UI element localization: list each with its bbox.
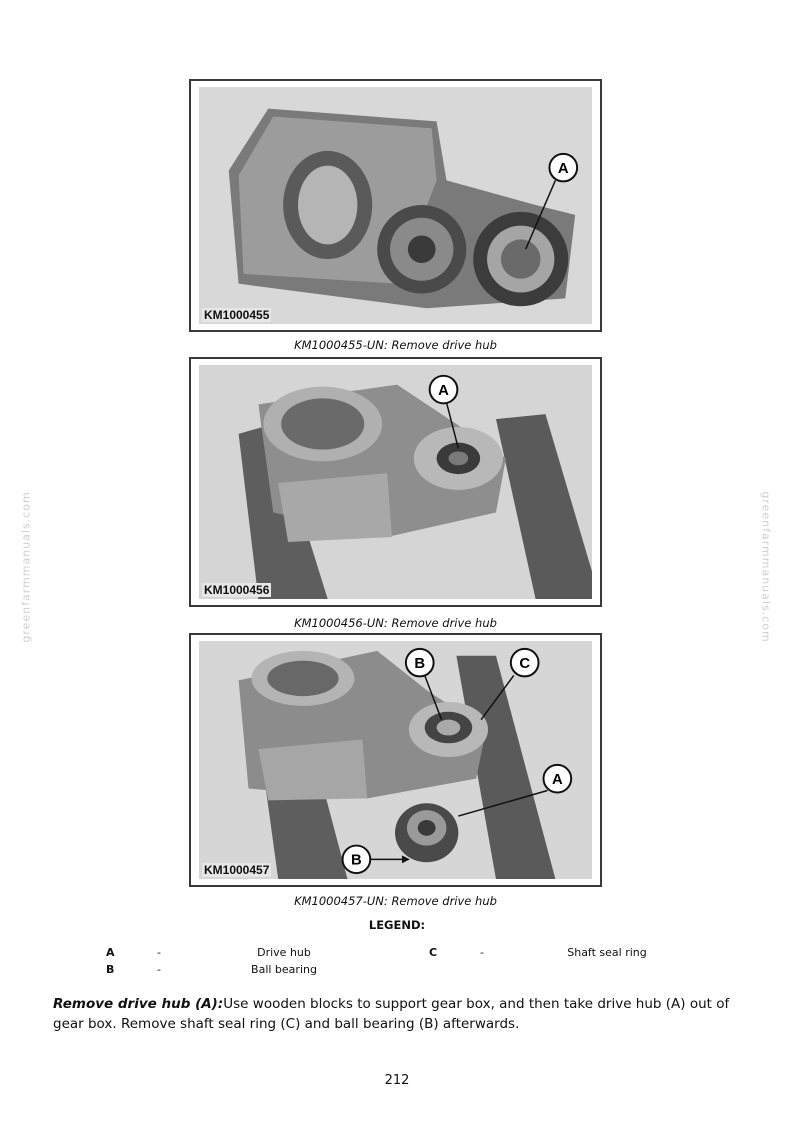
figure-3-photo <box>199 641 592 879</box>
instruction-text: Use wooden blocks to support gear box, and then take drive hub (A) out of gear box. Remove shaft seal ring (C) and ball bearing (B) afterwards. <box>53 996 730 1032</box>
figure-1-callout-a: A <box>557 161 569 178</box>
figure-3-callout-a: A <box>551 772 563 789</box>
instruction-paragraph <box>53 994 753 1034</box>
watermark-left: greenfarmmanuals.com <box>19 491 33 643</box>
legend-desc-a: Drive hub <box>257 946 311 959</box>
gearbox-parts-removed-photo <box>199 641 592 879</box>
figure-2-callout-a: A <box>438 383 449 399</box>
figure-1 <box>189 79 602 332</box>
legend-separator-a: - <box>157 946 161 959</box>
figure-3-callout-b-bottom: B <box>351 852 362 869</box>
figure-1-caption: KM1000455-UN: Remove drive hub <box>294 338 497 352</box>
legend-separator-c: - <box>480 946 484 959</box>
legend-letter-c: C <box>429 946 438 959</box>
legend-letter-a: A <box>106 946 115 959</box>
figure-1-photo <box>199 87 592 324</box>
figure-2 <box>189 357 602 607</box>
figure-3-callout-b-top: B <box>414 656 426 673</box>
figure-3 <box>189 633 602 887</box>
gearbox-on-blocks-photo <box>199 365 592 599</box>
figure-3-callout-c: C <box>519 656 531 673</box>
figure-2-id: KM1000456 <box>204 583 270 597</box>
instruction-lead: Remove drive hub (A): <box>53 996 224 1012</box>
legend-desc-b: Ball bearing <box>251 963 317 976</box>
legend-desc-c: Shaft seal ring <box>567 946 647 959</box>
legend-letter-b: B <box>106 963 115 976</box>
figure-1-id: KM1000455 <box>204 308 270 322</box>
figure-3-id: KM1000457 <box>204 863 270 877</box>
gearbox-housing-photo <box>199 87 592 324</box>
figure-3-caption: KM1000457-UN: Remove drive hub <box>294 894 497 908</box>
page-number: 212 <box>384 1073 410 1088</box>
legend-separator-b: - <box>157 963 161 976</box>
figure-2-caption: KM1000456-UN: Remove drive hub <box>294 616 497 630</box>
legend-title: LEGEND: <box>368 918 426 932</box>
figure-2-photo <box>199 365 592 599</box>
watermark-right: greenfarmmanuals.com <box>759 491 773 643</box>
